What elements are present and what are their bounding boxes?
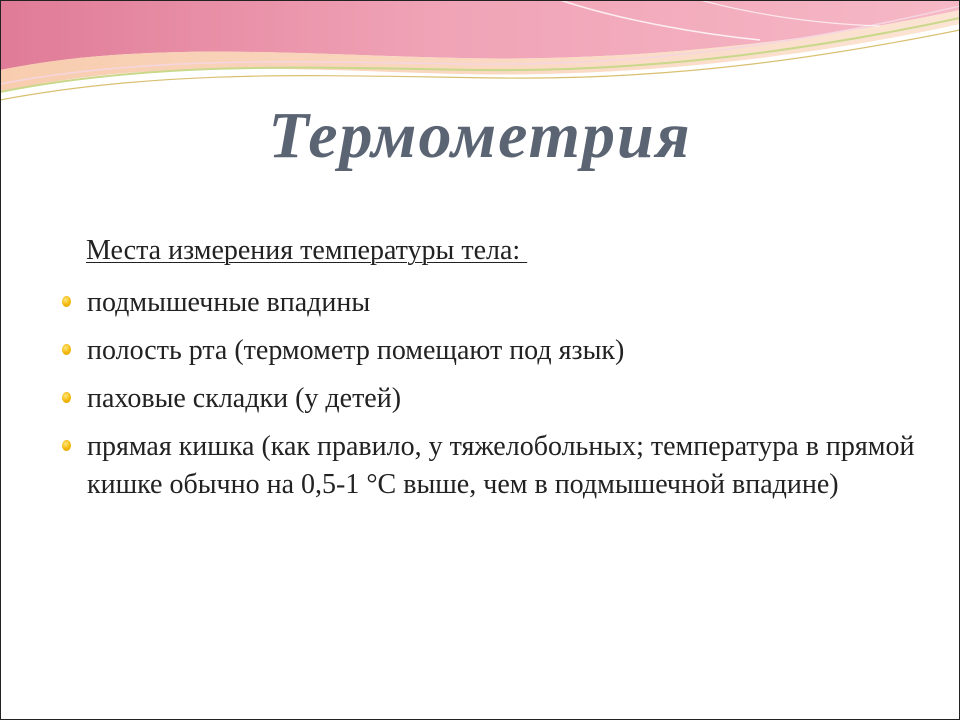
list-item (60, 284, 920, 322)
list-item (60, 380, 920, 418)
list-item-text: паховые складки (у детей) (87, 383, 402, 414)
slide-title: Термометрия (268, 99, 692, 172)
list-item-text: прямая кишка (как правило, у тяжелобольных; температура в прямой кишке обычно на 0,5-1 °С выше, чем в подмышечной впадине) (87, 431, 915, 500)
list-item (60, 428, 920, 504)
bullet-dot-icon (62, 392, 71, 403)
list-item-text: подмышечные впадины (87, 287, 371, 318)
measurement-sites-list (60, 284, 920, 514)
list-heading: Места измерения температуры тела: (86, 235, 528, 266)
bullet-dot-icon (62, 440, 71, 451)
bullet-dot-icon (62, 296, 71, 307)
list-item (60, 332, 920, 370)
header-wave-decoration (0, 0, 960, 110)
list-item-text: полость рта (термометр помещают под язык) (87, 335, 625, 366)
bullet-dot-icon (62, 344, 71, 355)
